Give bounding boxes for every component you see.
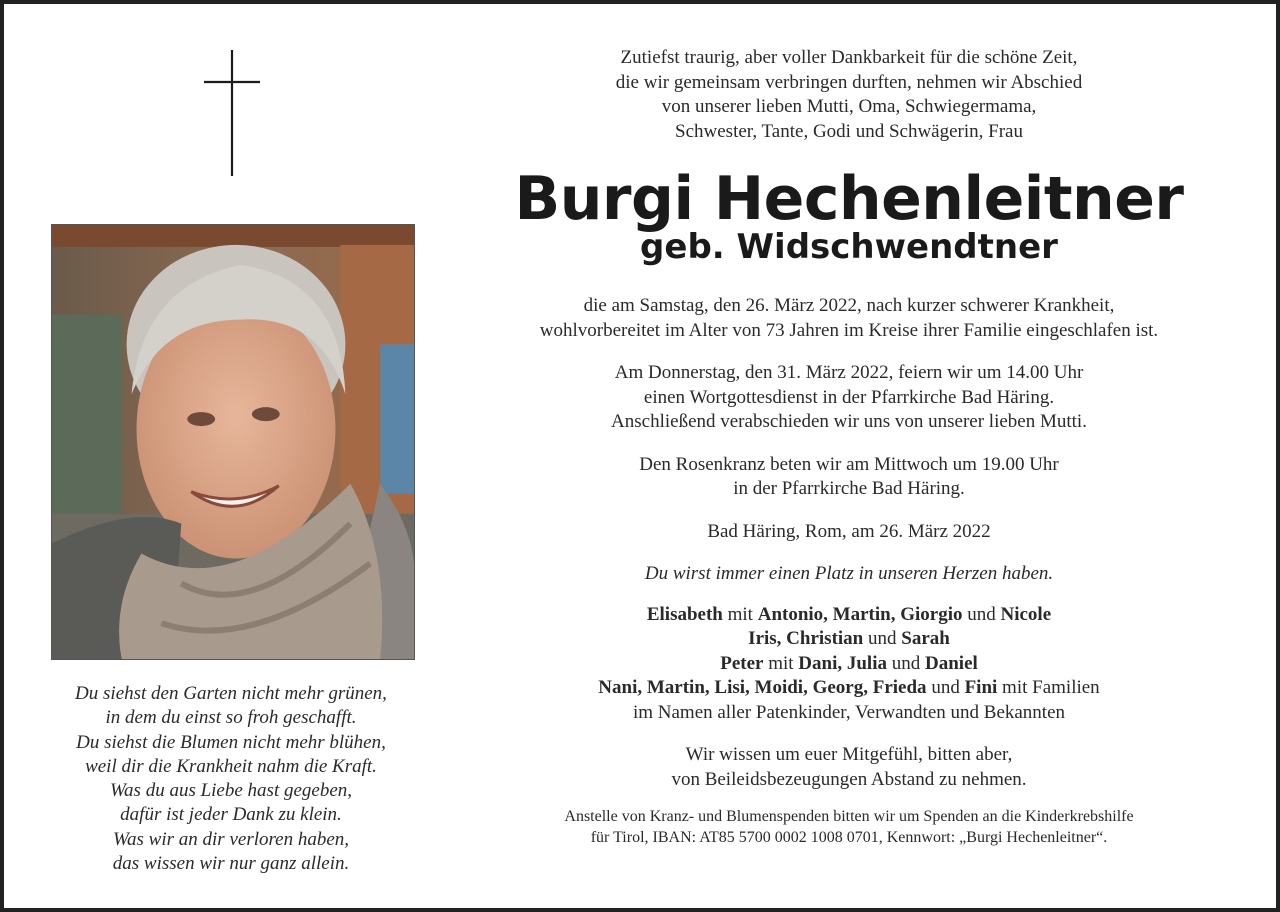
notice-text	[449, 46, 1249, 848]
family-name: Dani, Julia	[798, 652, 887, 674]
family-line: im Namen aller Patenkinder, Verwandten und Bekannten	[632, 701, 1066, 723]
intro-line: die wir gemeinsam verbringen durften, nehmen wir Abschied	[615, 71, 1083, 93]
donation-note	[449, 806, 1249, 848]
poem-line: weil dir die Krankheit nahm die Kraft.	[85, 755, 377, 777]
donation-line: Anstelle von Kranz- und Blumenspenden bitten wir um Spenden an die Kinderkrebshilfe	[564, 808, 1134, 825]
service-line: Am Donnerstag, den 31. März 2022, feiern wir um 14.00 Uhr	[614, 362, 1084, 383]
service-info	[449, 361, 1249, 435]
family-name: Nicole	[1000, 603, 1052, 625]
family-name: Antonio, Martin, Giorgio	[757, 603, 963, 625]
poem-line: Was wir an dir verloren haben,	[112, 828, 350, 850]
poem-line: dafür ist jeder Dank zu klein.	[120, 804, 342, 826]
cross-icon	[202, 48, 262, 178]
motto: Du wirst immer einen Platz in unseren Herzen haben.	[644, 563, 1054, 584]
family-connector: mit	[722, 603, 758, 625]
family-name: Elisabeth	[646, 603, 723, 625]
condolence-line: von Beileidsbezeugungen Abstand zu nehmen.	[671, 768, 1027, 790]
deceased-name: Burgi Hechenleitner	[514, 164, 1184, 234]
poem-line: Was du aus Liebe hast gegeben,	[109, 780, 353, 802]
poem-line: das wissen wir nur ganz allein.	[112, 853, 350, 875]
family-name: Iris, Christian	[748, 628, 864, 649]
family-connector: und	[962, 603, 1001, 625]
maiden-name: geb. Widschwendtner	[640, 227, 1058, 267]
family-connector: mit Familien	[997, 677, 1100, 698]
family-line	[449, 627, 1249, 652]
death-notice-line: wohlvorbereitet im Alter von 73 Jahren im Kreise ihrer Familie eingeschlafen ist.	[539, 319, 1159, 341]
family-connector: und	[926, 677, 965, 698]
intro-line: Schwester, Tante, Godi und Schwägerin, Frau	[675, 120, 1023, 142]
family-connector: und	[863, 628, 902, 649]
family-line	[449, 652, 1249, 677]
service-line: einen Wortgottesdienst in der Pfarrkirche Bad Häring.	[643, 386, 1055, 408]
family-list	[449, 603, 1249, 726]
family-connector: mit	[763, 652, 799, 674]
poem-line: in dem du einst so froh geschafft.	[105, 707, 357, 729]
family-name: Nani, Martin, Lisi, Moidi, Georg, Frieda	[598, 677, 927, 698]
condolence-note	[449, 743, 1249, 792]
poem-line: Du siehst die Blumen nicht mehr blühen,	[76, 731, 386, 753]
condolence-line: Wir wissen um euer Mitgefühl, bitten aber,	[685, 744, 1013, 765]
portrait-photo	[51, 224, 415, 660]
place-date: Bad Häring, Rom, am 26. März 2022	[707, 520, 991, 542]
family-connector: und	[887, 652, 925, 674]
service-line: Anschließend verabschieden wir uns von unserer lieben Mutti.	[611, 411, 1087, 432]
intro-line: Zutiefst traurig, aber voller Dankbarkeit für die schöne Zeit,	[620, 47, 1078, 68]
rosary-line: in der Pfarrkirche Bad Häring.	[733, 478, 965, 499]
family-line	[449, 603, 1249, 628]
family-name: Daniel	[925, 652, 978, 674]
family-name: Sarah	[901, 628, 950, 649]
donation-line: für Tirol, IBAN: AT85 5700 0002 1008 0701, Kennwort: „Burgi Hechenleitner“.	[590, 829, 1108, 846]
intro-text	[449, 46, 1249, 144]
family-line	[449, 676, 1249, 701]
poem	[26, 682, 436, 876]
death-notice-line: die am Samstag, den 26. März 2022, nach kurzer schwerer Krankheit,	[583, 295, 1115, 316]
family-name: Fini	[964, 677, 998, 698]
rosary-line: Den Rosenkranz beten wir am Mittwoch um 19.00 Uhr	[639, 453, 1059, 475]
rosary-info	[449, 453, 1249, 502]
death-notice	[449, 294, 1249, 343]
family-name: Peter	[720, 652, 764, 674]
intro-line: von unserer lieben Mutti, Oma, Schwiegermama,	[661, 96, 1037, 117]
poem-line: Du siehst den Garten nicht mehr grünen,	[75, 683, 387, 704]
